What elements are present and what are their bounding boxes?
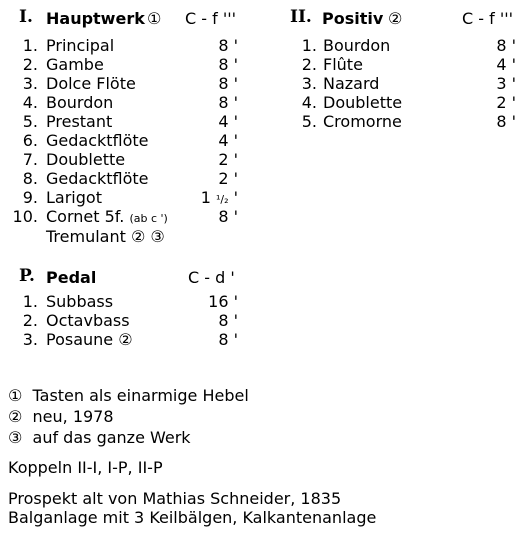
stop-feet: 8 ' xyxy=(218,74,238,93)
pedal-title: Pedal xyxy=(46,268,97,287)
hauptwerk-stop-list xyxy=(0,36,260,256)
stop-feet: 4 ' xyxy=(218,112,238,131)
stop-number: 1. xyxy=(22,292,38,311)
stop-name: Octavbass xyxy=(46,311,130,330)
stop-number: 6. xyxy=(22,131,38,150)
footnote xyxy=(8,407,114,426)
stop-number: 3. xyxy=(22,74,38,93)
stop-name: Doublette xyxy=(323,93,403,112)
hauptwerk-range: C - f ''' xyxy=(185,9,237,28)
stop-feet: 16 ' xyxy=(208,292,238,311)
list-item xyxy=(0,169,260,188)
stop-feet: 8 ' xyxy=(496,36,516,55)
stop-name: Gambe xyxy=(46,55,104,74)
hauptwerk-numeral: I. xyxy=(19,7,33,27)
list-item xyxy=(280,93,520,112)
stop-feet-tail: ' xyxy=(228,188,238,207)
stop-name: Dolce Flöte xyxy=(46,74,136,93)
stop-feet: 2 ' xyxy=(218,150,238,169)
stop-number: 3. xyxy=(301,74,317,93)
positiv-stop-list xyxy=(280,36,520,136)
info-line-1: Prospekt alt von Mathias Schneider, 1835 xyxy=(8,489,342,508)
list-item xyxy=(0,74,260,93)
stop-feet: 2 ' xyxy=(496,93,516,112)
stop-feet: 8 ' xyxy=(218,93,238,112)
stop-name-note: (ab c ') xyxy=(129,212,168,225)
pedal-stop-list xyxy=(0,292,260,352)
stop-feet-fraction: ¹/₂ xyxy=(215,193,229,206)
stop-number: 2. xyxy=(301,55,317,74)
stop-number: 10. xyxy=(12,207,38,226)
stop-name: Principal xyxy=(46,36,115,55)
stop-number: 1. xyxy=(22,36,38,55)
stop-feet: 8 ' xyxy=(218,330,238,349)
list-item xyxy=(0,93,260,112)
stop-number: 2. xyxy=(22,311,38,330)
stop-number: 7. xyxy=(22,150,38,169)
list-item xyxy=(280,36,520,55)
stop-number: 5. xyxy=(22,112,38,131)
positiv-note-mark: ② xyxy=(388,9,403,28)
stop-name: Bourdon xyxy=(46,93,114,112)
stop-name xyxy=(46,207,168,228)
footnote-text: Tasten als einarmige Hebel xyxy=(32,386,249,405)
list-item xyxy=(0,131,260,150)
stop-number: 4. xyxy=(301,93,317,112)
hauptwerk-note-mark: ① xyxy=(147,9,162,28)
list-item xyxy=(0,311,260,330)
stop-name: Subbass xyxy=(46,292,114,311)
list-item xyxy=(0,36,260,55)
stop-name: Doublette xyxy=(46,150,126,169)
footnotes xyxy=(8,386,308,448)
stop-name-main: Cornet 5f. xyxy=(46,207,125,226)
stop-name: Prestant xyxy=(46,112,113,131)
stop-number: 4. xyxy=(22,93,38,112)
positiv-title: Positiv xyxy=(322,9,384,28)
footnote-mark: ① xyxy=(8,386,23,405)
stop-number: 3. xyxy=(22,330,38,349)
stop-name: Posaune ② xyxy=(46,330,133,349)
stop-feet: 8 ' xyxy=(496,112,516,131)
list-item xyxy=(280,112,520,131)
hauptwerk-title: Hauptwerk xyxy=(46,9,145,28)
stop-number: 8. xyxy=(22,169,38,188)
tremulant xyxy=(46,227,165,246)
stop-name: Nazard xyxy=(323,74,380,93)
list-item xyxy=(0,112,260,131)
stop-feet xyxy=(150,188,238,209)
hauptwerk-header xyxy=(0,8,270,32)
stop-feet: 8 ' xyxy=(218,36,238,55)
tremulant-label: Tremulant ② ③ xyxy=(46,227,165,246)
list-item xyxy=(0,150,260,169)
stop-name: Gedacktflöte xyxy=(46,131,149,150)
stop-feet: 4 ' xyxy=(496,55,516,74)
pedal-range: C - d ' xyxy=(188,268,235,287)
positiv-numeral: II. xyxy=(290,7,312,27)
stop-feet: 8 ' xyxy=(218,311,238,330)
positiv-header xyxy=(280,8,520,32)
list-item xyxy=(0,330,260,349)
pedal-header xyxy=(0,267,270,291)
list-item xyxy=(0,292,260,311)
stop-feet-whole: 1 xyxy=(200,188,211,207)
stop-name: Bourdon xyxy=(323,36,391,55)
stop-feet: 4 ' xyxy=(218,131,238,150)
pedal-numeral: P. xyxy=(19,266,35,286)
footnote-text: neu, 1978 xyxy=(32,407,114,426)
footnote-text: auf das ganze Werk xyxy=(32,428,191,447)
couplers: Koppeln II-I, I-P, II-P xyxy=(8,458,163,477)
info-line-2: Balganlage mit 3 Keilbälgen, Kalkantenanlage xyxy=(8,508,377,527)
list-item xyxy=(0,55,260,74)
footnote xyxy=(8,428,191,447)
footnote-mark: ③ xyxy=(8,428,23,447)
stop-feet: 2 ' xyxy=(218,169,238,188)
footnote xyxy=(8,386,249,405)
stop-name: Larigot xyxy=(46,188,102,207)
stop-name: Cromorne xyxy=(323,112,402,131)
positiv-range: C - f ''' xyxy=(462,9,514,28)
stop-feet: 8 ' xyxy=(218,207,238,226)
list-item xyxy=(280,55,520,74)
stop-feet: 3 ' xyxy=(496,74,516,93)
stop-number: 2. xyxy=(22,55,38,74)
list-item xyxy=(0,207,260,226)
list-item xyxy=(280,74,520,93)
stop-name: Flûte xyxy=(323,55,363,74)
stop-name: Gedacktflöte xyxy=(46,169,149,188)
stop-number: 9. xyxy=(22,188,38,207)
stop-feet: 8 ' xyxy=(218,55,238,74)
stop-number: 5. xyxy=(301,112,317,131)
list-item xyxy=(0,188,260,207)
footnote-mark: ② xyxy=(8,407,23,426)
stop-number: 1. xyxy=(301,36,317,55)
